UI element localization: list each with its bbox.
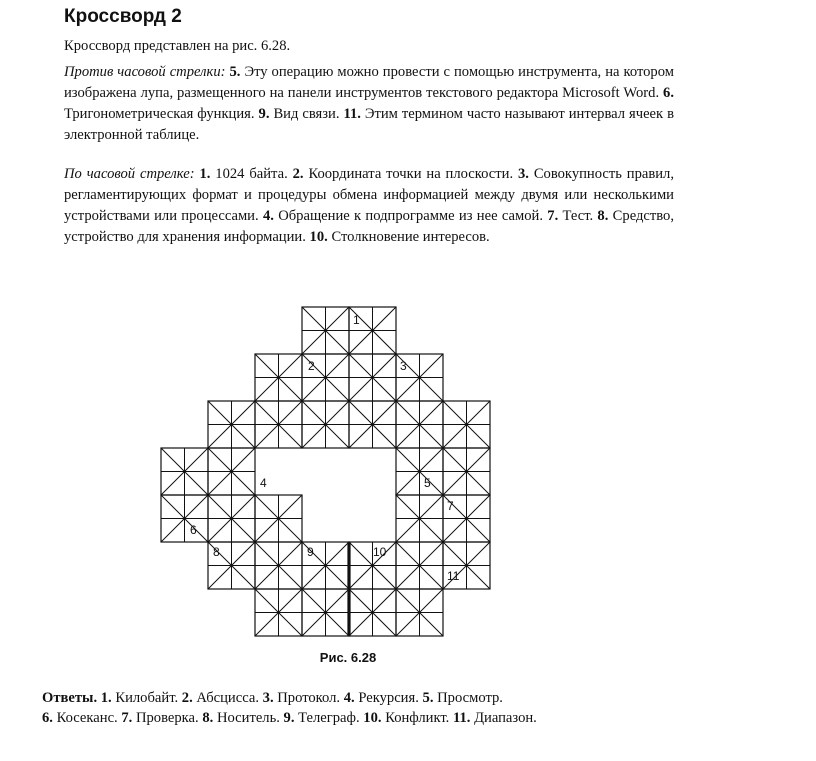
clue-text: Вид связи. [273,106,340,122]
grid-cell [255,495,302,542]
clue-number: 3. [517,166,529,182]
answer-text: Просмотр. [437,690,503,706]
answers-label: Ответы. [42,690,98,706]
clue-text: Координата точки на плоскости. [308,166,514,182]
grid-cells [161,307,490,636]
answers [42,688,702,728]
answer-number: 8. [202,710,214,726]
answer-text: Абсцисса. [196,690,259,706]
ccw-label: Против часовой стрелки: [64,64,226,80]
cell-number: 10 [373,545,387,559]
grid-cell [396,589,443,636]
answer-number: 6. [42,710,53,726]
grid-cell [255,354,302,401]
cell-number: 4 [260,476,267,490]
clue-text: Совокупность правил, регламентирующих формат и процедуры обмена информацией между двумя или несколькими устройствами или процессами. [64,166,674,224]
cell-number: 9 [307,545,314,559]
grid-cell [302,307,349,354]
answer-text: Телеграф. [298,710,360,726]
cell-number: 1 [353,313,360,327]
answer-number: 7. [121,710,133,726]
clue-number: 11. [343,106,361,122]
grid-cell [255,589,302,636]
grid-cell [302,401,349,448]
grid-cell [349,354,396,401]
clue-text: Эту операцию можно провести с помощью инструмента, на котором изображена лупа, размещенного на панели инструментов текстового редактора Microsoft Word. [64,64,674,101]
cell-number: 6 [190,523,197,537]
grid-cell [255,542,302,589]
answer-text: Протокол. [277,690,341,706]
grid-cell [349,401,396,448]
answer-number: 10. [363,710,382,726]
clue-text: Столкновение интересов. [331,229,490,245]
answer-text: Килобайт. [115,690,179,706]
grid-cell [349,589,396,636]
clue-number: 7. [547,208,559,224]
grid-cell [255,401,302,448]
cw-label: По часовой стрелке: [64,166,195,182]
cell-number: 3 [400,359,407,373]
clue-number: 10. [309,229,328,245]
answer-number: 4. [343,690,355,706]
answer-text: Носитель. [216,710,280,726]
cell-number: 8 [213,545,220,559]
page-title: Кроссворд 2 [64,6,182,27]
grid-cell [396,448,443,495]
cell-number: 5 [424,476,431,490]
grid-cell [396,495,443,542]
intro-text: Кроссворд представлен на рис. 6.28. [64,38,291,54]
clue-number: 1. [199,166,211,182]
cell-number: 11 [447,569,460,583]
clue-text: Этим термином часто называют интервал ячеек в электронной таблице. [64,106,674,143]
clue-text: Тест. [562,208,594,224]
grid-cell [208,495,255,542]
grid-cell [396,542,443,589]
answer-number: 3. [262,690,274,706]
answer-text: Проверка. [135,710,199,726]
clue-number: 9. [258,106,270,122]
clue-number: 2. [292,166,304,182]
grid-cell [443,448,490,495]
answer-number: 1. [100,690,112,706]
answer-number: 2. [181,690,193,706]
clue-number: 6. [663,85,674,101]
answer-text: Диапазон. [474,710,537,726]
grid-cell [208,401,255,448]
answer-number: 11. [452,710,471,726]
grid-cell [161,448,208,495]
cell-number: 2 [308,359,315,373]
cell-number: 7 [447,499,454,513]
answer-text: Рекурсия. [358,690,419,706]
grid-cell [208,448,255,495]
clue-text: Тригонометрическая функция. [64,106,255,122]
grid-cell [302,589,349,636]
answer-number: 9. [283,710,295,726]
clue-number: 5. [229,64,241,80]
grid-cell [396,401,443,448]
answer-text: Косеканс. [56,710,118,726]
clue-text: Обращение к подпрограмме из нее самой. [278,208,543,224]
answer-text: Конфликт. [385,710,450,726]
clue-number: 8. [597,208,609,224]
grid-cell [161,495,208,542]
clue-text: Средство, устройство для хранения информации. [64,208,675,245]
grid-cell [443,401,490,448]
clue-text: 1024 байта. [215,166,288,182]
clue-number: 4. [262,208,274,224]
answer-number: 5. [422,690,434,706]
figure-caption: Рис. 6.28 [319,650,377,665]
